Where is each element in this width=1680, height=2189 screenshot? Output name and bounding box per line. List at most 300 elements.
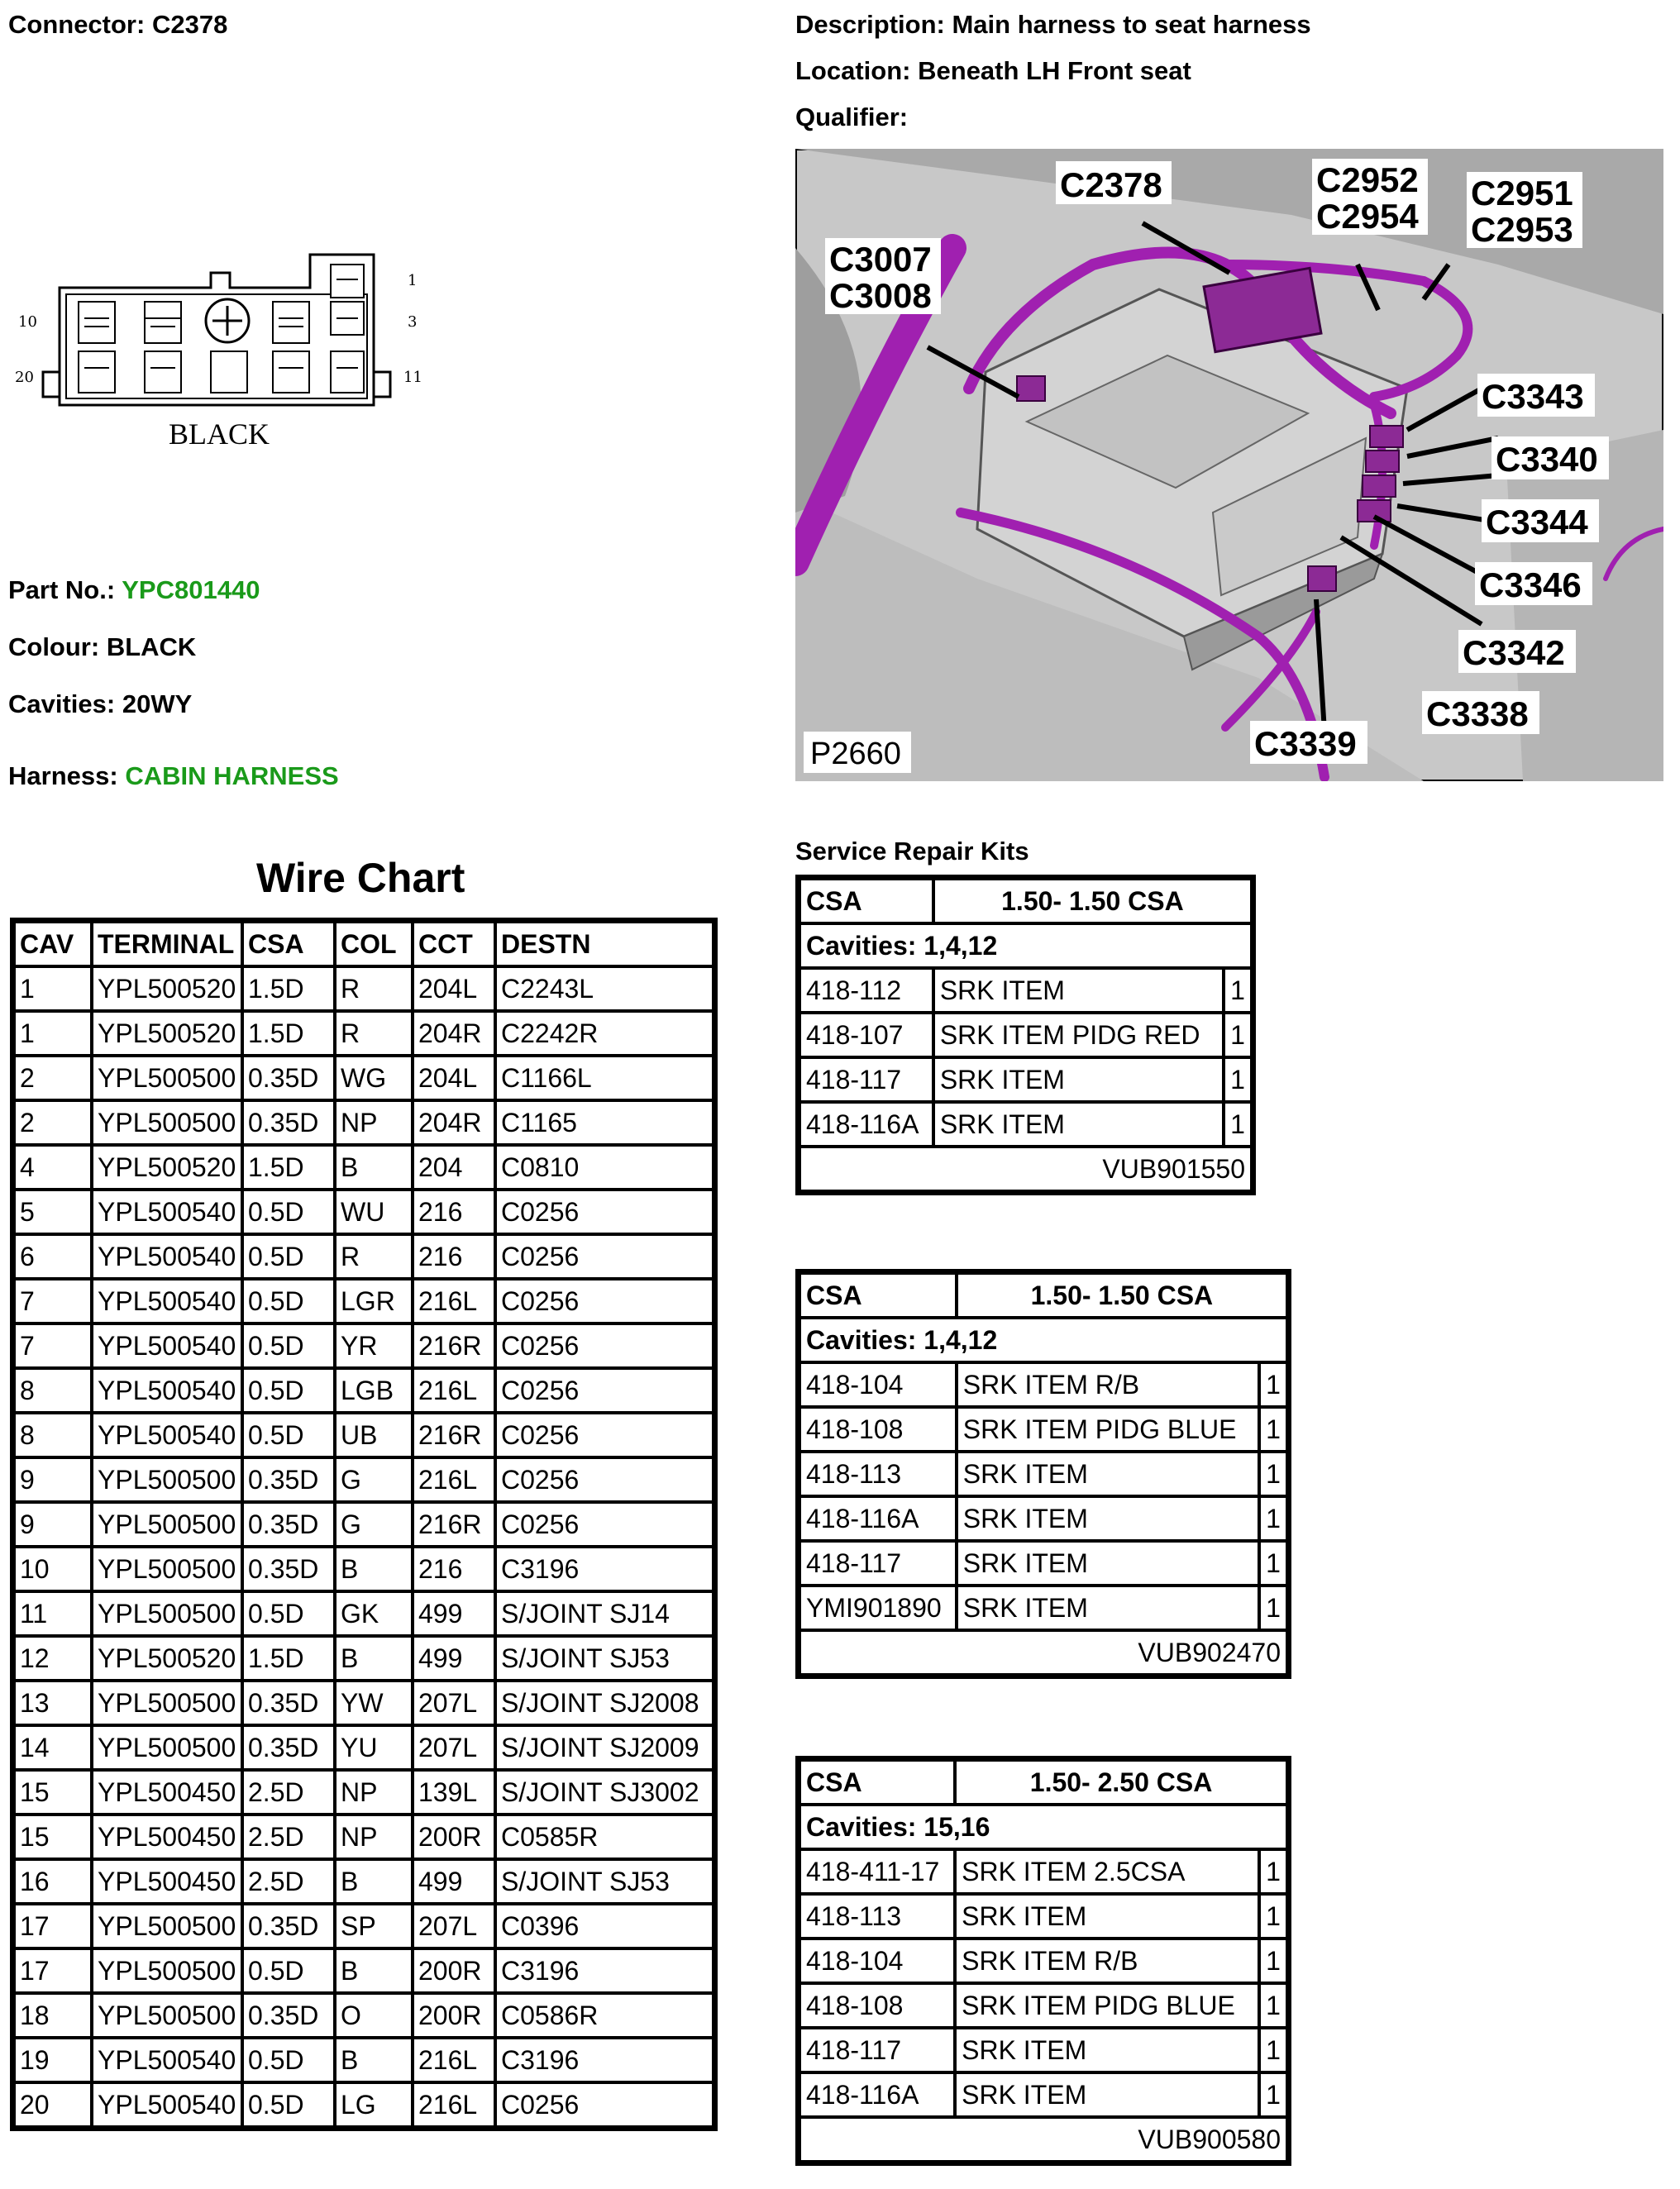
kit-item-desc: SRK ITEM [957, 1541, 1259, 1586]
wire-row [14, 1502, 714, 1547]
wire-cell: YPL500500 [92, 1904, 242, 1948]
wire-cell: 499 [413, 1859, 495, 1904]
wire-row [14, 1859, 714, 1904]
wire-row [14, 1234, 714, 1279]
wire-cell: 1 [14, 1011, 92, 1056]
kit-reference: VUB901550 [799, 1147, 1252, 1191]
wire-chart-title: Wire Chart [256, 855, 465, 901]
wire-cell: YPL500450 [92, 1770, 242, 1815]
connector-id: C2378 [151, 10, 228, 39]
wire-cell: C0810 [495, 1145, 714, 1190]
wire-cell: 5 [14, 1190, 92, 1234]
wire-row [14, 1591, 714, 1636]
callout-c2953: C2953 [1471, 210, 1573, 249]
wire-cell: C3196 [495, 1948, 714, 1993]
qualifier-line [795, 103, 908, 132]
kit-item-desc: SRK ITEM [955, 2072, 1259, 2117]
wire-cell: YPL500500 [92, 1502, 242, 1547]
wire-cell: 0.5D [242, 1368, 335, 1413]
kit-item-row [799, 1894, 1287, 1939]
wire-cell: YPL500500 [92, 1681, 242, 1725]
wire-cell: 0.35D [242, 1993, 335, 2038]
wire-cell: 0.35D [242, 1100, 335, 1145]
kit-item-part: 418-116A [799, 2072, 955, 2117]
connector-colour-caption: BLACK [168, 417, 270, 451]
wire-cell: YU [335, 1725, 413, 1770]
wire-cell: YPL500500 [92, 1457, 242, 1502]
kit-item-part: 418-113 [799, 1452, 957, 1496]
wire-cell: C0256 [495, 1323, 714, 1368]
repair-kit-table [795, 875, 1256, 1195]
wire-cell: G [335, 1502, 413, 1547]
wire-cell: GK [335, 1591, 413, 1636]
kit-item-row [799, 2072, 1287, 2117]
wire-row [14, 1368, 714, 1413]
kit-item-part: 418-116A [799, 1102, 933, 1147]
callout-c2952: C2952 [1316, 160, 1419, 199]
wire-cell: YPL500540 [92, 1279, 242, 1323]
wire-cell: 200R [413, 1993, 495, 2038]
kit-item-part: 418-108 [799, 1407, 957, 1452]
kit-item-desc: SRK ITEM [933, 968, 1224, 1013]
wire-row [14, 1190, 714, 1234]
kit-item-qty: 1 [1224, 1057, 1252, 1102]
kit-cavities: Cavities: 1,4,12 [799, 1318, 1287, 1362]
wire-cell: 0.35D [242, 1681, 335, 1725]
callout-c2954: C2954 [1316, 197, 1419, 236]
kit-item-qty: 1 [1224, 1013, 1252, 1057]
wire-cell: B [335, 2038, 413, 2082]
kit-csa-label: CSA [799, 879, 933, 923]
wire-cell: 2 [14, 1056, 92, 1100]
wire-cell: B [335, 1859, 413, 1904]
wire-cell: 18 [14, 1993, 92, 2038]
wire-row [14, 1815, 714, 1859]
callout-c3339: C3339 [1254, 724, 1357, 763]
wire-cell: C0256 [495, 1457, 714, 1502]
wire-cell: YPL500500 [92, 1056, 242, 1100]
kit-item-row [799, 1541, 1287, 1586]
wire-cell: LGB [335, 1368, 413, 1413]
wire-cell: S/JOINT SJ3002 [495, 1770, 714, 1815]
wire-cell: 207L [413, 1681, 495, 1725]
wire-cell: 12 [14, 1636, 92, 1681]
wire-cell: YR [335, 1323, 413, 1368]
wire-cell: 11 [14, 1591, 92, 1636]
wire-cell: 204 [413, 1145, 495, 1190]
wire-cell: S/JOINT SJ53 [495, 1636, 714, 1681]
kit-item-qty: 1 [1259, 1849, 1287, 1894]
wire-cell: 7 [14, 1279, 92, 1323]
wire-cell: 0.35D [242, 1056, 335, 1100]
kit-csa-row [799, 1273, 1287, 1318]
wire-cell: S/JOINT SJ2009 [495, 1725, 714, 1770]
kit-item-qty: 1 [1259, 2028, 1287, 2072]
kit-cavities-row [799, 923, 1252, 968]
cavities-line [8, 689, 192, 719]
column-header: CSA [242, 922, 335, 966]
wire-cell: 139L [413, 1770, 495, 1815]
wire-cell: 499 [413, 1591, 495, 1636]
wire-cell: YPL500500 [92, 1725, 242, 1770]
kit-item-part: 418-411-17 [799, 1849, 955, 1894]
wire-cell: 14 [14, 1725, 92, 1770]
column-header: CCT [413, 922, 495, 966]
wire-cell: C2243L [495, 966, 714, 1011]
wire-cell: C3196 [495, 1547, 714, 1591]
wire-row [14, 1279, 714, 1323]
pin-number-3: 3 [408, 313, 418, 331]
wire-cell: 0.35D [242, 1904, 335, 1948]
wire-cell: 0.5D [242, 1591, 335, 1636]
wire-cell: B [335, 1948, 413, 1993]
callout-c3338: C3338 [1426, 694, 1529, 733]
wire-row [14, 1904, 714, 1948]
wire-cell: NP [335, 1770, 413, 1815]
colour-value: BLACK [106, 632, 197, 661]
image-reference: P2660 [810, 737, 901, 771]
column-header: DESTN [495, 922, 714, 966]
kit-item-row [799, 1849, 1287, 1894]
wire-row [14, 1056, 714, 1100]
kit-item-row [799, 1983, 1287, 2028]
wire-row [14, 1948, 714, 1993]
kit-item-desc: SRK ITEM R/B [955, 1939, 1259, 1983]
wire-cell: WG [335, 1056, 413, 1100]
wire-cell: 8 [14, 1413, 92, 1457]
wire-cell: 17 [14, 1948, 92, 1993]
wire-row [14, 1145, 714, 1190]
kit-item-part: 418-117 [799, 1541, 957, 1586]
wire-cell: YPL500520 [92, 1145, 242, 1190]
kit-item-row [799, 1013, 1252, 1057]
wire-row [14, 2082, 714, 2127]
kit-item-row [799, 1407, 1287, 1452]
wire-cell: 20 [14, 2082, 92, 2127]
wire-row [14, 1681, 714, 1725]
repair-kit-table [795, 1756, 1291, 2166]
kit-item-qty: 1 [1259, 1894, 1287, 1939]
kit-item-row [799, 1102, 1252, 1147]
kit-item-qty: 1 [1259, 1586, 1287, 1630]
wire-cell: 16 [14, 1859, 92, 1904]
part-no-link[interactable]: YPC801440 [122, 575, 260, 604]
wire-cell: LG [335, 2082, 413, 2127]
wire-cell: 8 [14, 1368, 92, 1413]
wire-cell: SP [335, 1904, 413, 1948]
cavities-value: 20WY [122, 689, 193, 718]
kit-csa-row [799, 879, 1252, 923]
description-label: Description: [795, 10, 945, 39]
wire-row [14, 1457, 714, 1502]
wire-cell: 0.35D [242, 1457, 335, 1502]
wire-cell: 6 [14, 1234, 92, 1279]
wire-cell: 200R [413, 1815, 495, 1859]
wire-cell: C0256 [495, 1368, 714, 1413]
kit-item-qty: 1 [1259, 1452, 1287, 1496]
wire-cell: C1166L [495, 1056, 714, 1100]
cavities-label: Cavities: [8, 689, 116, 718]
wire-cell: YPL500540 [92, 1190, 242, 1234]
pin-number-20: 20 [15, 369, 34, 386]
wire-cell: 204L [413, 1056, 495, 1100]
harness-line [8, 761, 339, 791]
kit-item-part: 418-104 [799, 1939, 955, 1983]
wire-cell: 216R [413, 1502, 495, 1547]
kit-csa-row [799, 1760, 1287, 1805]
wire-cell: C0256 [495, 1413, 714, 1457]
wire-cell: YPL500500 [92, 1100, 242, 1145]
kit-item-desc: SRK ITEM 2.5CSA [955, 1849, 1259, 1894]
wire-cell: G [335, 1457, 413, 1502]
kit-item-part: 418-112 [799, 968, 933, 1013]
column-header: CAV [14, 922, 92, 966]
wire-cell: 9 [14, 1457, 92, 1502]
kit-ref-row [799, 1147, 1252, 1191]
wire-cell: S/JOINT SJ14 [495, 1591, 714, 1636]
wire-cell: C0256 [495, 1502, 714, 1547]
wire-cell: 216R [413, 1323, 495, 1368]
kit-item-desc: SRK ITEM PIDG BLUE [955, 1983, 1259, 2028]
wire-cell: C3196 [495, 2038, 714, 2082]
part-no-label: Part No.: [8, 575, 116, 604]
wire-cell: 216 [413, 1547, 495, 1591]
wire-cell: YPL500500 [92, 1547, 242, 1591]
pin-number-10: 10 [18, 313, 37, 331]
kit-item-desc: SRK ITEM PIDG BLUE [957, 1407, 1259, 1452]
connector-label: Connector: [8, 10, 146, 39]
kit-item-part: 418-107 [799, 1013, 933, 1057]
wire-cell: YPL500450 [92, 1815, 242, 1859]
wire-cell: YW [335, 1681, 413, 1725]
kit-csa-label: CSA [799, 1760, 955, 1805]
wire-cell: 0.5D [242, 1323, 335, 1368]
kit-ref-row [799, 2117, 1287, 2162]
callout-c3346: C3346 [1479, 565, 1582, 604]
wire-cell: YPL500540 [92, 2082, 242, 2127]
wire-cell: 216L [413, 1279, 495, 1323]
wire-cell: 499 [413, 1636, 495, 1681]
location-label: Location: [795, 56, 911, 85]
wire-cell: B [335, 1145, 413, 1190]
kit-item-part: 418-104 [799, 1362, 957, 1407]
location-line [795, 56, 1191, 86]
kit-csa-label: CSA [799, 1273, 957, 1318]
kit-item-qty: 1 [1224, 1102, 1252, 1147]
wire-cell: 216L [413, 2038, 495, 2082]
wire-cell: 0.35D [242, 1502, 335, 1547]
wire-cell: 204L [413, 966, 495, 1011]
wire-cell: S/JOINT SJ53 [495, 1859, 714, 1904]
wire-cell: 216 [413, 1234, 495, 1279]
kit-item-qty: 1 [1259, 1541, 1287, 1586]
wire-cell: C0585R [495, 1815, 714, 1859]
wire-cell: C2242R [495, 1011, 714, 1056]
kit-cavities: Cavities: 15,16 [799, 1805, 1287, 1849]
kit-item-desc: SRK ITEM [933, 1057, 1224, 1102]
wire-cell: YPL500520 [92, 966, 242, 1011]
wire-cell: 15 [14, 1815, 92, 1859]
wire-cell: 216L [413, 1368, 495, 1413]
kit-cavities-row [799, 1318, 1287, 1362]
wire-row [14, 1100, 714, 1145]
kit-item-desc: SRK ITEM [957, 1496, 1259, 1541]
wire-cell: YPL500540 [92, 1368, 242, 1413]
location-value: Beneath LH Front seat [918, 56, 1191, 85]
wire-cell: 7 [14, 1323, 92, 1368]
wire-cell: 13 [14, 1681, 92, 1725]
kit-reference: VUB900580 [799, 2117, 1287, 2162]
description-line [795, 10, 1311, 40]
wire-row [14, 966, 714, 1011]
wire-cell: 1.5D [242, 1011, 335, 1056]
callout-c3344: C3344 [1486, 503, 1588, 541]
kit-item-part: YMI901890 [799, 1586, 957, 1630]
wire-cell: B [335, 1547, 413, 1591]
wire-row [14, 1636, 714, 1681]
kit-item-desc: SRK ITEM [955, 1894, 1259, 1939]
wire-cell: 0.35D [242, 1547, 335, 1591]
wire-cell: 1.5D [242, 1636, 335, 1681]
kit-item-part: 418-113 [799, 1894, 955, 1939]
kit-item-desc: SRK ITEM [957, 1586, 1259, 1630]
wire-cell: WU [335, 1190, 413, 1234]
wire-row [14, 1993, 714, 2038]
wire-cell: 216L [413, 1457, 495, 1502]
callout-c3007: C3007 [829, 240, 932, 279]
kit-item-row [799, 1496, 1287, 1541]
wire-cell: 204R [413, 1011, 495, 1056]
wire-cell: YPL500520 [92, 1011, 242, 1056]
kit-item-desc: SRK ITEM [933, 1102, 1224, 1147]
wire-cell: 2.5D [242, 1815, 335, 1859]
callout-c3008: C3008 [829, 276, 932, 315]
wire-cell: 2.5D [242, 1770, 335, 1815]
harness-link[interactable]: CABIN HARNESS [125, 761, 339, 790]
wire-row [14, 2038, 714, 2082]
wire-cell: C0256 [495, 1279, 714, 1323]
kit-item-qty: 1 [1259, 1496, 1287, 1541]
kit-item-part: 418-116A [799, 1496, 957, 1541]
wire-row [14, 1323, 714, 1368]
wire-cell: 216R [413, 1413, 495, 1457]
wire-cell: 17 [14, 1904, 92, 1948]
column-header: TERMINAL [92, 922, 242, 966]
wire-cell: R [335, 966, 413, 1011]
pin-number-1: 1 [408, 272, 418, 289]
kit-cavities: Cavities: 1,4,12 [799, 923, 1252, 968]
harness-label: Harness: [8, 761, 118, 790]
kit-csa-value: 1.50- 1.50 CSA [933, 879, 1252, 923]
kit-csa-value: 1.50- 2.50 CSA [955, 1760, 1287, 1805]
colour-label: Colour: [8, 632, 100, 661]
wire-cell: 0.5D [242, 2082, 335, 2127]
wire-cell: 200R [413, 1948, 495, 1993]
kit-item-desc: SRK ITEM PIDG RED [933, 1013, 1224, 1057]
kit-cavities-row [799, 1805, 1287, 1849]
kit-item-row [799, 1362, 1287, 1407]
wire-cell: YPL500540 [92, 1234, 242, 1279]
kit-item-qty: 1 [1259, 1939, 1287, 1983]
kit-csa-value: 1.50- 1.50 CSA [957, 1273, 1287, 1318]
wire-cell: YPL500540 [92, 1413, 242, 1457]
wire-cell: YPL500500 [92, 1591, 242, 1636]
wire-cell: 1.5D [242, 1145, 335, 1190]
wire-cell: 4 [14, 1145, 92, 1190]
wire-cell: 0.5D [242, 1190, 335, 1234]
kit-item-desc: SRK ITEM [955, 2028, 1259, 2072]
wire-cell: 2.5D [242, 1859, 335, 1904]
callout-c2378: C2378 [1060, 165, 1162, 204]
colour-line [8, 632, 196, 662]
wire-cell: YPL500540 [92, 2038, 242, 2082]
wire-cell: LGR [335, 1279, 413, 1323]
wire-cell: UB [335, 1413, 413, 1457]
wire-cell: 0.5D [242, 2038, 335, 2082]
kit-item-part: 418-117 [799, 2028, 955, 2072]
kit-item-qty: 1 [1259, 2072, 1287, 2117]
wire-cell: 0.5D [242, 1234, 335, 1279]
wire-cell: C0256 [495, 2082, 714, 2127]
wire-cell: YPL500520 [92, 1636, 242, 1681]
wire-cell: YPL500450 [92, 1859, 242, 1904]
wire-cell: 10 [14, 1547, 92, 1591]
kit-item-row [799, 1586, 1287, 1630]
wire-row [14, 1547, 714, 1591]
wire-cell: 0.5D [242, 1279, 335, 1323]
wire-cell: YPL500500 [92, 1993, 242, 2038]
wire-row [14, 1011, 714, 1056]
wire-cell: S/JOINT SJ2008 [495, 1681, 714, 1725]
description-value: Main harness to seat harness [952, 10, 1311, 39]
wire-cell: C1165 [495, 1100, 714, 1145]
wire-cell: C0586R [495, 1993, 714, 2038]
kit-item-row [799, 1057, 1252, 1102]
kit-item-row [799, 1452, 1287, 1496]
kit-item-part: 418-108 [799, 1983, 955, 2028]
wire-cell: C0256 [495, 1234, 714, 1279]
part-no-line [8, 575, 260, 605]
column-header: COL [335, 922, 413, 966]
wire-cell: NP [335, 1100, 413, 1145]
wire-chart-header-row [14, 922, 714, 966]
qualifier-label: Qualifier: [795, 103, 909, 131]
wire-cell: 19 [14, 2038, 92, 2082]
kit-item-row [799, 968, 1252, 1013]
wire-cell: 1.5D [242, 966, 335, 1011]
wire-row [14, 1725, 714, 1770]
wire-cell: 204R [413, 1100, 495, 1145]
service-repair-kits-title: Service Repair Kits [795, 837, 1029, 866]
wire-cell: YPL500500 [92, 1948, 242, 1993]
wire-cell: 0.35D [242, 1725, 335, 1770]
wire-cell: R [335, 1234, 413, 1279]
wire-cell: O [335, 1993, 413, 2038]
connector-heading [8, 10, 227, 40]
wire-cell: 9 [14, 1502, 92, 1547]
wire-cell: NP [335, 1815, 413, 1859]
wire-cell: 2 [14, 1100, 92, 1145]
connector-location-illustration [795, 149, 1663, 781]
callout-c2951: C2951 [1471, 174, 1573, 212]
wire-cell: 207L [413, 1725, 495, 1770]
callout-c3342: C3342 [1463, 633, 1565, 672]
wire-cell: 216L [413, 2082, 495, 2127]
callout-c3343: C3343 [1482, 377, 1584, 416]
kit-item-qty: 1 [1259, 1983, 1287, 2028]
kit-item-row [799, 1939, 1287, 1983]
wire-cell: R [335, 1011, 413, 1056]
